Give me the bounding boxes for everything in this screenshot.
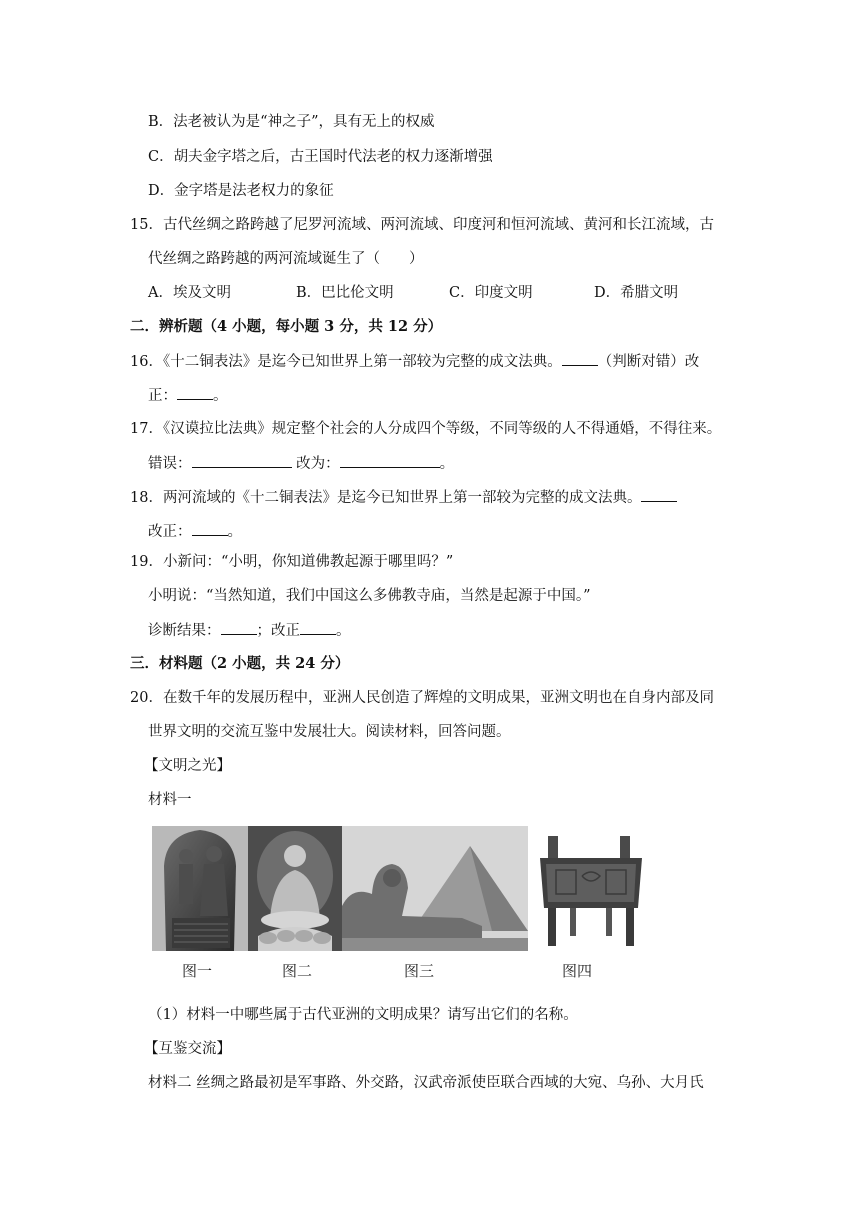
caption-fig1: 图一 <box>182 962 213 980</box>
q16-fix-label: 正： <box>148 388 177 404</box>
q17-line1: 17．《汉谟拉比法典》规定整个社会的人分成四个等级，不同等级的人不得通婚，不得往来。 <box>130 421 722 437</box>
q17-fix-blank[interactable] <box>340 453 440 468</box>
q20-line1: 20．在数千年的发展历程中，亚洲人民创造了辉煌的文明成果，亚洲文明也在自身内部及同 <box>130 690 714 706</box>
section2-heading: 二．辨析题（4 小题，每小题 3 分，共 12 分） <box>130 318 443 335</box>
q16-text-b: （判断对错）改 <box>597 354 700 370</box>
q18-judge-blank[interactable] <box>641 487 677 502</box>
caption-fig3: 图三 <box>404 962 435 980</box>
q16-line1 <box>130 351 699 372</box>
sphinx-pyramid-image <box>342 826 528 951</box>
q20-question1: （1）材料一中哪些属于古代亚洲的文明成果？请写出它们的名称。 <box>148 1007 578 1023</box>
q15-stem-line1: 15．古代丝绸之路跨越了尼罗河流域、两河流域、印度河和恒河流域、黄河和长江流域，古 <box>130 217 714 233</box>
q19-fix-label: ；改正 <box>256 623 300 639</box>
q16-period: 。 <box>213 388 228 404</box>
tag-civilization-light: 【文明之光】 <box>144 758 231 774</box>
q19-fix-blank[interactable] <box>300 620 336 635</box>
q19-diag-label: 诊断结果： <box>148 623 221 639</box>
q15-stem-line2: 代丝绸之路跨越的两河流域诞生了（ ） <box>148 251 424 267</box>
q15-option-b: B．巴比伦文明 <box>296 285 394 301</box>
q15-option-c: C．印度文明 <box>449 285 533 301</box>
q19-line1: 19．小新问：“小明，你知道佛教起源于哪里吗？” <box>130 554 454 570</box>
q18-line1 <box>130 487 677 508</box>
q19-diag-blank[interactable] <box>221 620 257 635</box>
q16-fix-blank[interactable] <box>177 385 213 400</box>
q19-line2: 小明说：“当然知道，我们中国这么多佛教寺庙，当然是起源于中国。” <box>148 588 591 604</box>
q17-wrong-blank[interactable] <box>192 453 292 468</box>
bronze-ding-image <box>530 826 652 951</box>
q20-line2: 世界文明的交流互鉴中发展壮大。阅读材料，回答问题。 <box>148 724 511 740</box>
caption-fig2: 图二 <box>282 962 313 980</box>
q19-period: 。 <box>336 623 351 639</box>
q18-fix-blank[interactable] <box>192 521 228 536</box>
q17-period: 。 <box>439 456 455 472</box>
material1-figure <box>152 826 652 986</box>
q18-period: 。 <box>227 524 242 540</box>
q19-line3 <box>148 620 351 641</box>
q17-line2 <box>148 453 454 474</box>
hammurabi-stele-image <box>152 826 248 951</box>
section3-heading: 三．材料题（2 小题，共 24 分） <box>130 655 350 672</box>
q16-line2 <box>148 385 228 406</box>
q15-option-d: D．希腊文明 <box>594 285 679 301</box>
q15-options <box>148 283 748 303</box>
q18-text: 18．两河流域的《十二铜表法》是迄今已知世界上第一部较为完整的成文法典。 <box>130 490 642 506</box>
caption-fig4: 图四 <box>562 962 593 980</box>
material1-label: 材料一 <box>148 792 192 808</box>
q18-line2 <box>148 521 242 542</box>
buddha-statue-image <box>248 826 342 951</box>
material2-text: 材料二 丝绸之路最初是军事路、外交路，汉武帝派使臣联合西域的大宛、乌孙、大月氏 <box>148 1075 704 1091</box>
tag-mutual-exchange: 【互鉴交流】 <box>144 1041 231 1057</box>
q14-option-d: D．金字塔是法老权力的象征 <box>148 183 334 199</box>
q15-option-a: A．埃及文明 <box>148 285 231 301</box>
q16-text-a: 16．《十二铜表法》是迄今已知世界上第一部较为完整的成文法典。 <box>130 354 562 370</box>
q17-fix-label: 改为： <box>296 456 340 472</box>
q16-judge-blank[interactable] <box>562 351 598 366</box>
q18-fix-label: 改正： <box>148 524 192 540</box>
q14-option-c: C．胡夫金字塔之后，古王国时代法老的权力逐渐增强 <box>148 149 493 165</box>
q17-wrong-label: 错误： <box>148 456 192 472</box>
q14-option-b: B．法老被认为是“神之子”，具有无上的权威 <box>148 114 435 130</box>
